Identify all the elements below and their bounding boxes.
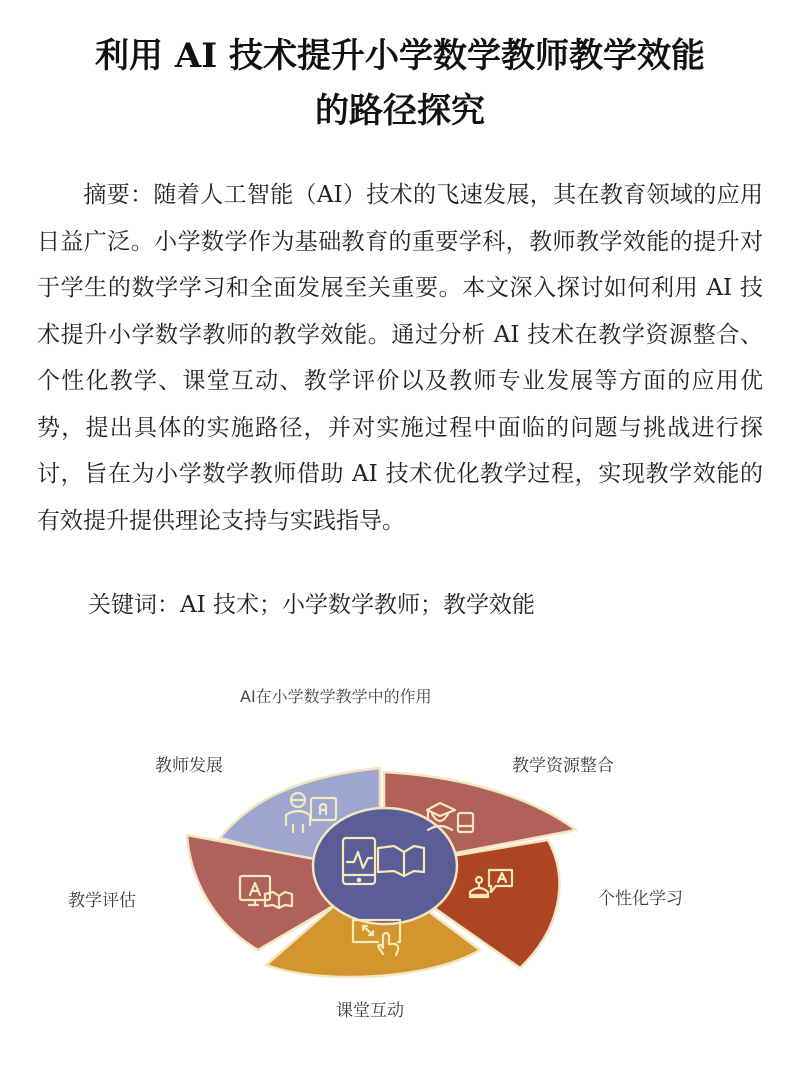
label-resource-integration: 教学资源整合 (512, 756, 614, 776)
label-teacher-development: 教师发展 (155, 756, 223, 776)
paper-title-line-2: 的路径探究 (315, 91, 485, 131)
label-personalized-learning: 个性化学习 (598, 889, 683, 909)
keywords: 关键词：AI 技术；小学数学教师；教学效能 (88, 592, 536, 618)
label-classroom-interaction: 课堂互动 (336, 1001, 404, 1021)
diagram-title: AI在小学数学教学中的作用 (240, 687, 432, 706)
label-teaching-evaluation: 教学评估 (68, 891, 136, 911)
center-hub (313, 808, 457, 924)
abstract-text: 摘要：随着人工智能（AI）技术的飞速发展，其在教育领域的应用日益广泛。小学数学作为基础教育的重要学科，教师教学效能的提升对于学生的数学学习和全面发展至关重要。本文深入探讨如何利用 AI 技术提升小学数学教师的教学效能。通过分析 AI 技术在教学资源整合、个性化教学、课堂互动、教学评价以及教师专业发展等方面的应用优势，提出具体的实施路径，并对实施过程中面临的问题与挑战进行探讨，旨在为小学数学教师借助 AI 技术优化教学过程，实现教学效能的有效提升提供理论支持与实践指导。 (37, 182, 763, 534)
paper-title-line-1: 利用 AI 技术提升小学数学教师教学效能 (95, 36, 705, 76)
